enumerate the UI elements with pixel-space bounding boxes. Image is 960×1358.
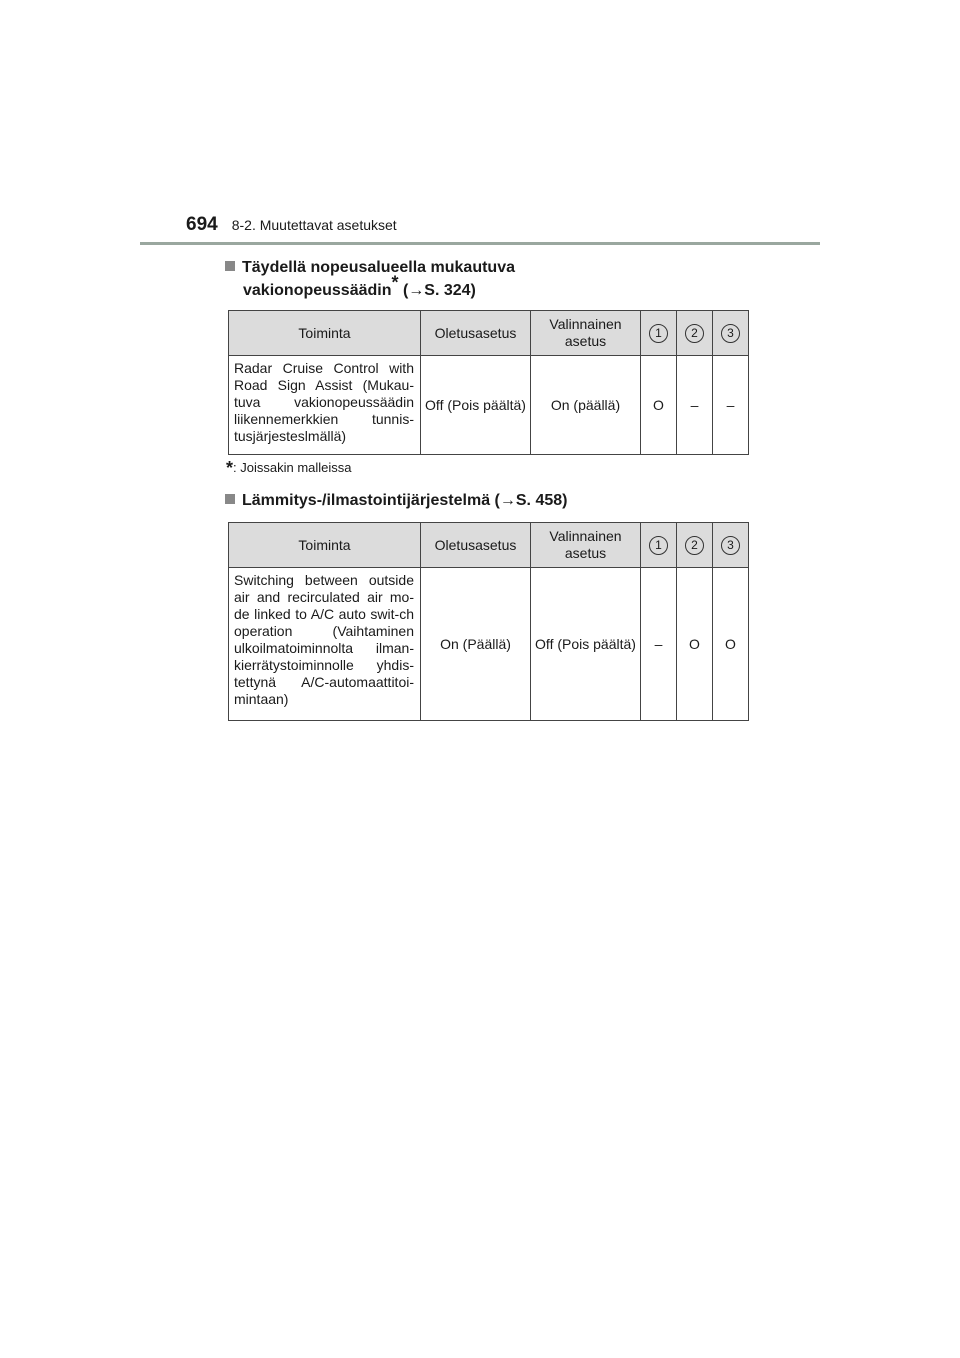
- optional-cell: On (päällä): [531, 356, 641, 455]
- customization-2-header: [677, 311, 713, 356]
- method-1-cell: –: [641, 568, 677, 721]
- column-header: Oletusasetus: [421, 311, 531, 356]
- section-title: 8-2. Muutettavat asetukset: [231, 217, 397, 233]
- function-cell: Switching between outside air and recirculated air mo-de linked to A/C auto swit-ch operation (Vaihtaminen ulkoilmatoiminnolta ilman-kierrätystoiminnolle yhdis-tettynä A/C-automaattitoi-mintaan): [229, 568, 421, 721]
- customization-2-header: [677, 523, 713, 568]
- method-2-cell: O: [677, 568, 713, 721]
- circled-number-icon: 3: [721, 536, 740, 555]
- climate-table: [228, 522, 749, 721]
- customization-3-header: [713, 311, 749, 356]
- page-number: 694: [186, 214, 218, 235]
- table-header-row: [229, 311, 749, 356]
- default-cell: On (Päällä): [421, 568, 531, 721]
- square-bullet-icon: [225, 261, 235, 271]
- square-bullet-icon: [225, 494, 235, 504]
- header-rule: [140, 242, 820, 245]
- circled-number-icon: 1: [649, 324, 668, 343]
- column-header: Oletusasetus: [421, 523, 531, 568]
- method-1-cell: O: [641, 356, 677, 455]
- column-header: Valinnainen asetus: [531, 311, 641, 356]
- circled-number-icon: 2: [685, 536, 704, 555]
- column-header: Toiminta: [229, 311, 421, 356]
- cruise-control-heading: Täydellä nopeusalueella mukautuva vakionopeussäädin* (→S. 324): [225, 256, 515, 302]
- footnote: *: Joissakin malleissa: [226, 458, 352, 478]
- customization-1-header: [641, 523, 677, 568]
- table-row: [229, 568, 749, 721]
- circled-number-icon: 2: [685, 324, 704, 343]
- customization-1-header: [641, 311, 677, 356]
- table-row: [229, 356, 749, 455]
- column-header: Toiminta: [229, 523, 421, 568]
- cruise-control-table: [228, 310, 749, 455]
- column-header: Valinnainen asetus: [531, 523, 641, 568]
- customization-3-header: [713, 523, 749, 568]
- method-3-cell: –: [713, 356, 749, 455]
- climate-heading: Lämmitys-/ilmastointijärjestelmä (→S. 458): [225, 489, 567, 512]
- table-header-row: [229, 523, 749, 568]
- method-3-cell: O: [713, 568, 749, 721]
- function-cell: Radar Cruise Control with Road Sign Assist (Mukau-tuva vakionopeussäädin liikennemerkkien tunnis-tusjärjesteslmällä): [229, 356, 421, 455]
- default-cell: Off (Pois päältä): [421, 356, 531, 455]
- optional-cell: Off (Pois päältä): [531, 568, 641, 721]
- circled-number-icon: 1: [649, 536, 668, 555]
- page-header: [186, 214, 397, 236]
- method-2-cell: –: [677, 356, 713, 455]
- circled-number-icon: 3: [721, 324, 740, 343]
